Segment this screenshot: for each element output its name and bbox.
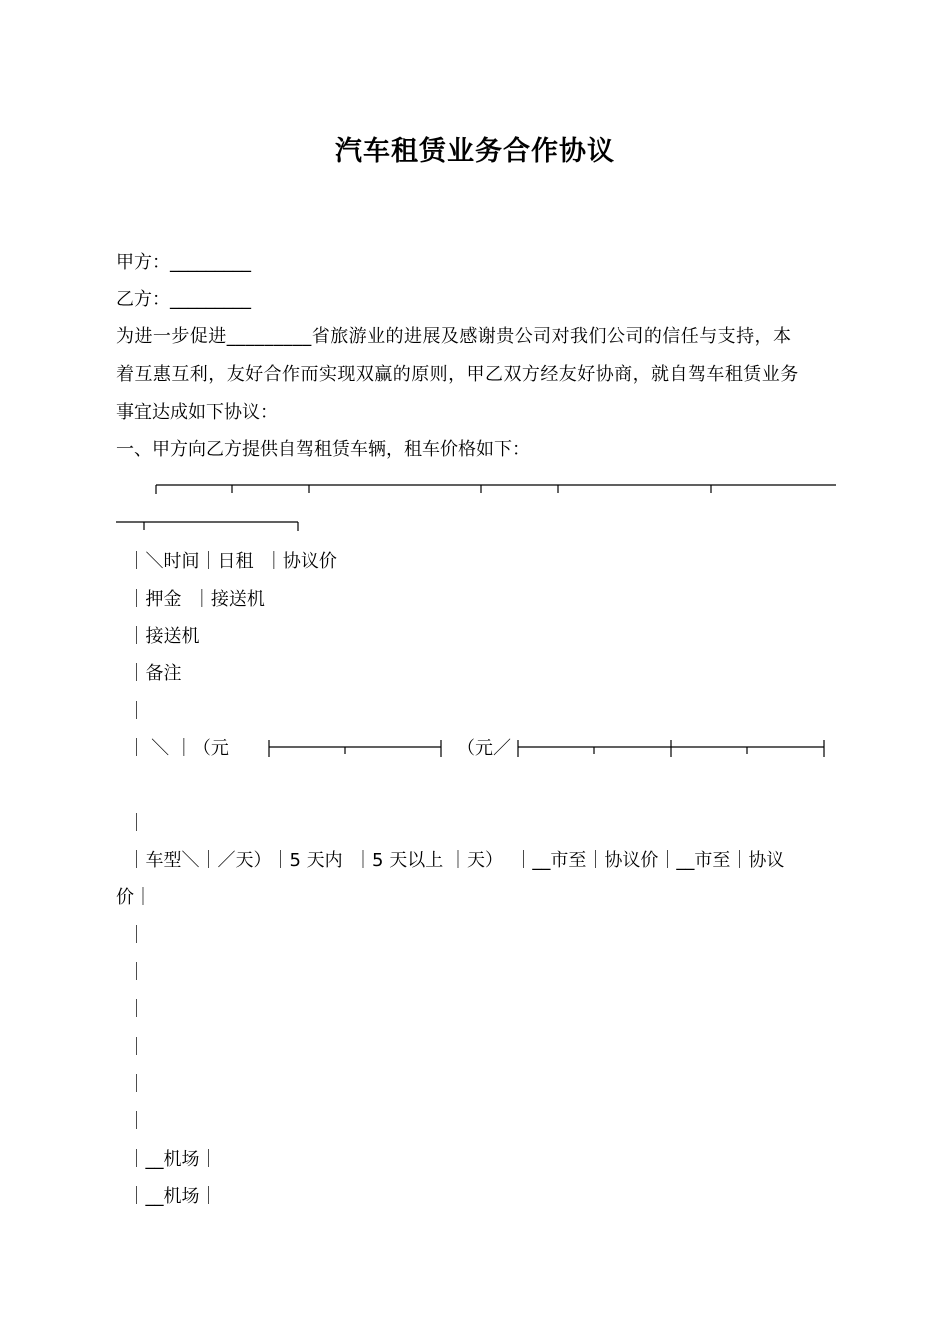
table-line-6-left: ｜ ＼ ｜（元	[116, 738, 235, 759]
table-line-7: ｜	[116, 813, 146, 834]
intro-paragraph-line-1: 为进一步促进_________省旅游业的进展及感谢贵公司对我们公司的信任与支持，本	[116, 326, 792, 347]
table-line-8: ｜车型＼｜／天）｜5 天内 ｜5 天以上 ｜天） ｜__市至｜协议价｜__市至｜协议	[116, 850, 785, 871]
document-title: 汽车租赁业务合作协议	[335, 136, 615, 167]
table-line-2: ｜押金 ｜接送机	[116, 589, 265, 610]
table-line-13: ｜	[116, 1037, 146, 1058]
table-line-14: ｜	[116, 1074, 146, 1095]
table-line-17: ｜__机场｜	[116, 1186, 218, 1207]
table-line-12: ｜	[116, 999, 146, 1020]
table-line-10: ｜	[116, 925, 146, 946]
table-line-11: ｜	[116, 962, 146, 983]
table-top-border-1	[116, 476, 846, 500]
table-line-3: ｜接送机	[116, 626, 200, 647]
table-line-1: ｜＼时间｜日租 ｜协议价	[116, 551, 337, 572]
table-line-16: ｜__机场｜	[116, 1149, 218, 1170]
party-b-line: 乙方：_________	[116, 289, 251, 310]
section-1-heading: 一、甲方向乙方提供自驾租赁车辆，租车价格如下：	[116, 439, 530, 460]
intro-paragraph-line-2: 着互惠互利，友好合作而实现双赢的原则，甲乙双方经友好协商，就自驾车租赁业务	[116, 364, 799, 385]
table-line-15: ｜	[116, 1111, 146, 1132]
table-line-5: ｜	[116, 701, 146, 722]
table-line-9: 价｜	[116, 887, 152, 908]
table-top-border-2	[116, 513, 846, 537]
table-line-4: ｜备注	[116, 663, 182, 684]
intro-paragraph-line-3: 事宜达成如下协议：	[116, 402, 278, 423]
party-a-line: 甲方：_________	[116, 252, 251, 273]
table-line-6-right: （元／	[457, 738, 511, 759]
